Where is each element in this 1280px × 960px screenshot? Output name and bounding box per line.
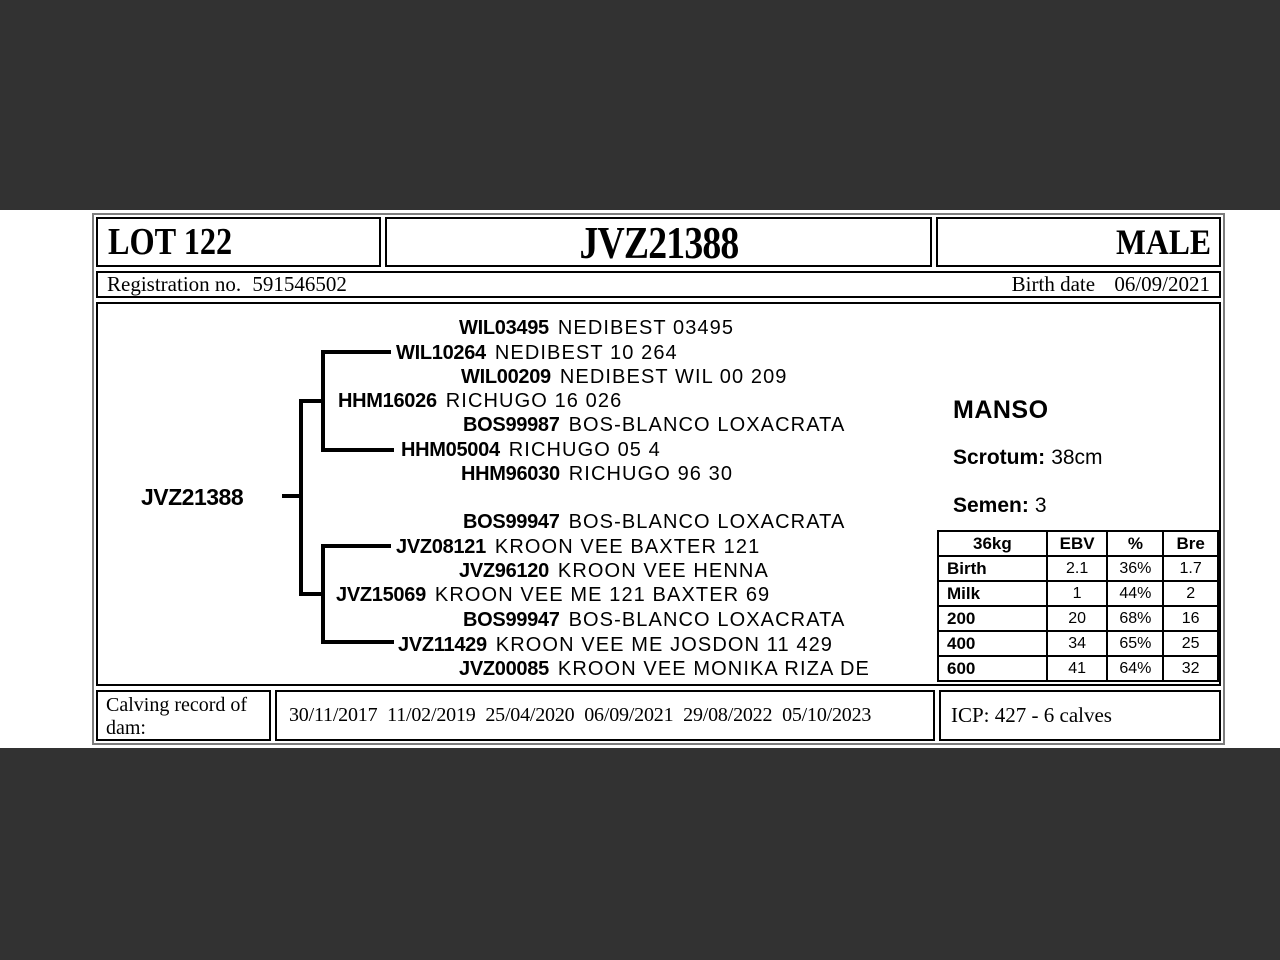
viewer-bottom-band — [0, 748, 1280, 960]
pedigree-sire-vertical-line — [321, 350, 325, 452]
ebv-header-cell: 36kg — [938, 531, 1047, 556]
subject-animal-id: JVZ21388 — [141, 484, 244, 510]
pedigree-row: HHM16026 RICHUGO 16 026 — [338, 390, 623, 412]
pedigree-dam-top-line — [321, 544, 391, 548]
pedigree-row: JVZ15069 KROON VEE ME 121 BAXTER 69 — [336, 584, 771, 606]
pedigree-row: WIL00209 NEDIBEST WIL 00 209 — [461, 366, 788, 388]
semen-count: Semen: 3 — [953, 494, 1047, 517]
ebv-row — [938, 656, 1218, 681]
ebv-cell: 68% — [1107, 606, 1163, 631]
pedigree-dam-vertical-line — [321, 544, 325, 644]
ebv-cell: 2 — [1163, 581, 1218, 606]
sex-label: MALE — [1115, 222, 1211, 262]
calving-dates: 30/11/2017 11/02/2019 25/04/2020 06/09/2021 29/08/2022 05/10/2023 — [275, 690, 935, 741]
ebv-cell: 65% — [1107, 631, 1163, 656]
ebv-header-cell: % — [1107, 531, 1163, 556]
lot-card — [92, 213, 1225, 745]
pedigree-row: JVZ08121 KROON VEE BAXTER 121 — [396, 536, 761, 558]
ebv-cell: 600 — [938, 656, 1047, 681]
pedigree-row: HHM05004 RICHUGO 05 4 — [401, 439, 661, 461]
registration-number: Registration no. 591546502 — [107, 272, 347, 296]
ebv-table — [937, 530, 1219, 682]
icp-value: ICP: 427 - 6 calves — [939, 690, 1221, 741]
ebv-row — [938, 581, 1218, 606]
animal-id-title: JVZ21388 — [578, 216, 739, 268]
ebv-cell: 32 — [1163, 656, 1218, 681]
ebv-cell: 44% — [1107, 581, 1163, 606]
birth-date: Birth date 06/09/2021 — [1011, 272, 1210, 296]
pedigree-row: JVZ00085 KROON VEE MONIKA RIZA DE — [459, 658, 870, 680]
ebv-cell: 400 — [938, 631, 1047, 656]
pedigree-row: JVZ96120 KROON VEE HENNA — [459, 560, 769, 582]
pedigree-dam-bottom-line — [321, 640, 394, 644]
pedigree-sire-bottom-line — [321, 448, 394, 452]
header-row — [96, 217, 1221, 267]
pedigree-row: BOS99987 BOS-BLANCO LOXACRATA — [463, 414, 846, 436]
ebv-row — [938, 606, 1218, 631]
animal-id-cell — [385, 217, 932, 267]
ebv-row — [938, 556, 1218, 581]
calving-record-label: Calving record of dam: — [96, 690, 271, 741]
pedigree-row: BOS99947 BOS-BLANCO LOXACRATA — [463, 609, 846, 631]
ebv-cell: 1.7 — [1163, 556, 1218, 581]
pedigree-row: WIL03495 NEDIBEST 03495 — [459, 317, 735, 339]
ebv-header-cell: Bre — [1163, 531, 1218, 556]
ebv-cell: 34 — [1047, 631, 1108, 656]
sex-cell — [936, 217, 1221, 267]
pedigree-row: WIL10264 NEDIBEST 10 264 — [396, 342, 678, 364]
footer-row — [96, 690, 1221, 741]
ebv-row — [938, 631, 1218, 656]
ebv-cell: 41 — [1047, 656, 1108, 681]
ebv-cell: 25 — [1163, 631, 1218, 656]
ebv-header-row — [938, 531, 1218, 556]
pedigree-sire-top-line — [321, 350, 391, 354]
scrotum-measure: Scrotum: 38cm — [953, 446, 1103, 469]
ebv-cell: 64% — [1107, 656, 1163, 681]
pedigree-row: HHM96030 RICHUGO 96 30 — [461, 463, 734, 485]
pedigree-subject-stub-line — [282, 494, 303, 498]
pedigree-panel — [96, 302, 1221, 686]
ebv-cell: 16 — [1163, 606, 1218, 631]
document-page — [0, 210, 1280, 748]
viewer-top-band — [0, 0, 1280, 210]
lot-number: LOT 122 — [108, 221, 233, 263]
ebv-header-cell: EBV — [1047, 531, 1108, 556]
pedigree-row: JVZ11429 KROON VEE ME JOSDON 11 429 — [398, 634, 834, 656]
ebv-cell: 20 — [1047, 606, 1108, 631]
breed-label: MANSO — [953, 396, 1049, 424]
ebv-cell: 1 — [1047, 581, 1108, 606]
lot-number-cell — [96, 217, 381, 267]
ebv-cell: Milk — [938, 581, 1047, 606]
pedigree-row: BOS99947 BOS-BLANCO LOXACRATA — [463, 511, 846, 533]
ebv-cell: Birth — [938, 556, 1047, 581]
registration-row — [96, 271, 1221, 298]
ebv-cell: 200 — [938, 606, 1047, 631]
ebv-cell: 2.1 — [1047, 556, 1108, 581]
ebv-cell: 36% — [1107, 556, 1163, 581]
